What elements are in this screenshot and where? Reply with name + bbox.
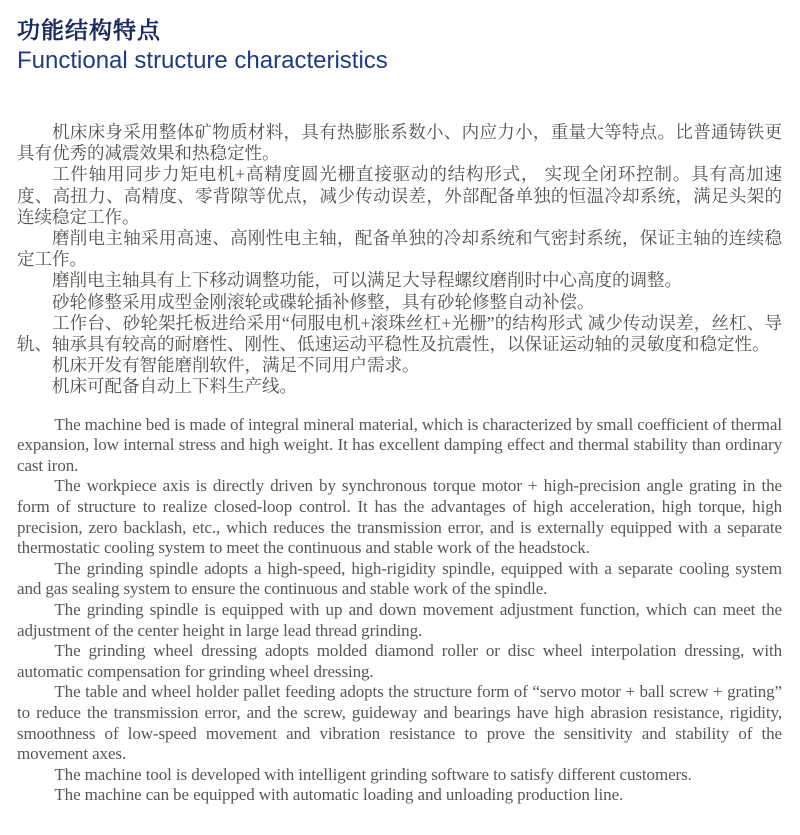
paragraph: The grinding wheel dressing adopts molded diamond roller or disc wheel interpolation dressing, with automatic compensation for grinding wheel dressing. — [17, 641, 782, 681]
paragraph: 磨削电主轴采用高速、高刚性电主轴，配备单独的冷却系统和气密封系统，保证主轴的连续稳定工作。 — [17, 228, 782, 270]
paragraph: The table and wheel holder pallet feeding adopts the structure form of “servo motor + ball screw + grating” to reduce the transmission error, and the screw, guideway and bearings have high abrasion resistance, rigidity, smoothness of low-speed movement and vibration resistance to prove the sensitivity and stability of the movement axes. — [17, 682, 782, 764]
paragraph: 工作台、砂轮架托板进给采用“伺服电机+滚珠丝杠+光栅”的结构形式 减少传动误差，丝杠、导轨、轴承具有较高的耐磨性、刚性、低速运动平稳性及抗震性，以保证运动轴的灵敏度和稳定性。 — [17, 312, 782, 355]
chinese-paragraphs-section — [17, 122, 782, 398]
paragraph: 机床开发有智能磨削软件，满足不同用户需求。 — [52, 355, 420, 376]
page-subtitle-english: Functional structure characteristics — [17, 47, 388, 74]
paragraph: The machine can be equipped with automatic loading and unloading production line. — [54, 785, 624, 805]
paragraph: The machine bed is made of integral mineral material, which is characterized by small coefficient of thermal expansion, low internal stress and high weight. It has excellent damping effect and thermal stability than ordinary cast iron. — [17, 414, 782, 475]
paragraph: The machine tool is developed with intelligent grinding software to satisfy different customers. — [54, 764, 692, 784]
paragraph: 工件轴用同步力矩电机+高精度圆光栅直接驱动的结构形式， 实现全闭环控制。具有高加速度、高扭力、高精度、零背隙等优点，减少传动误差，外部配备单独的恒温冷却系统，满足头架的连续稳定工作。 — [17, 164, 782, 227]
page-title-chinese: 功能结构特点 — [17, 17, 161, 43]
paragraph: The grinding spindle is equipped with up and down movement adjustment function, which can meet the adjustment of the center height in large lead thread grinding. — [17, 599, 782, 640]
paragraph: 机床可配备自动上下料生产线。 — [52, 376, 297, 397]
paragraph: The grinding spindle adopts a high-speed, high-rigidity spindle, equipped with a separate cooling system and gas sealing system to ensure the continuous and stable work of the spindle. — [17, 558, 782, 599]
paragraph: 磨削电主轴具有上下移动调整功能，可以满足大导程螺纹磨削时中心高度的调整。 — [52, 270, 682, 291]
paragraph: 砂轮修整采用成型金刚滚轮或碟轮插补修整，具有砂轮修整自动补偿。 — [52, 291, 595, 312]
english-paragraphs-section — [17, 415, 782, 806]
paragraph: 机床床身采用整体矿物质材料，具有热膨胀系数小、内应力小，重量大等特点。比普通铸铁更具有优秀的减震效果和热稳定性。 — [17, 122, 782, 164]
paragraph: The workpiece axis is directly driven by synchronous torque motor + high-precision angle grating in the form of structure to realize closed-loop control. It has the advantages of high acceleration, high torque, high precision, zero backlash, etc., which reduces the transmission error, and is externally equipped with a separate thermostatic cooling system to meet the continuous and stable work of the headstock. — [17, 476, 782, 558]
